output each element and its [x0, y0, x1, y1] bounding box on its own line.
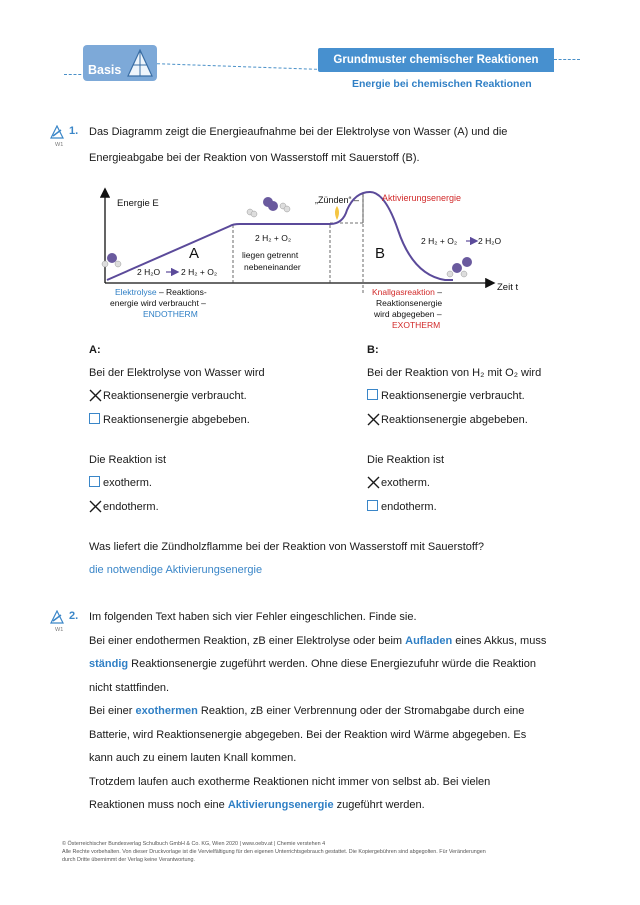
task-pencil-icon — [50, 125, 64, 139]
right-caption-line4: EXOTHERM — [392, 320, 441, 330]
task1-question: Was liefert die Zündholzflamme bei der Reaktion von Wasserstoff mit Sauerstoff? — [89, 541, 484, 553]
col-b-option-3[interactable] — [367, 476, 430, 490]
x-mark-icon — [367, 413, 380, 426]
task2-line6: kann auch zu einem lauten Knall kommen. — [89, 752, 297, 764]
col-b-option-2[interactable] — [367, 413, 528, 427]
equation-b-right: 2 H₂O — [478, 236, 502, 246]
middle-text-line1: liegen getrennt — [242, 250, 299, 260]
x-axis-label: Zeit t — [497, 282, 519, 293]
footer-line3: durch Dritte übernimmt der Verlag keine Verantwortung. — [62, 857, 196, 863]
task1-answer: die notwendige Aktivierungsenergie — [89, 564, 263, 576]
left-caption-line1: Elektrolyse – Reaktions- — [115, 287, 207, 297]
header-dashed-line-mid — [157, 63, 317, 70]
checkbox-empty[interactable] — [367, 389, 378, 400]
checkbox-empty[interactable] — [367, 500, 378, 511]
col-a-option-1[interactable] — [89, 389, 247, 403]
task2-w-label: W1 — [55, 627, 64, 633]
task1-number: 1. — [69, 125, 79, 137]
diagram-label-b: B — [375, 245, 386, 262]
equation-b-left: 2 H₂ + O₂ — [421, 236, 458, 246]
match-flame-icon — [335, 206, 339, 220]
task2-line2: ständig Reaktionsenergie zugeführt werden. Ohne diese Energiezufuhr würde die Reaktion — [89, 658, 536, 670]
error-word-aufladen: Aufladen — [405, 635, 453, 647]
task2-instruction: Im folgenden Text haben sich vier Fehler eingeschlichen. Finde sie. — [89, 611, 417, 623]
col-b-option-4[interactable] — [367, 500, 437, 514]
col-b-option-1-label: Reaktionsenergie verbraucht. — [381, 390, 525, 402]
energy-diagram — [85, 180, 535, 330]
left-caption-line2: energie wird verbraucht – — [110, 298, 206, 308]
task1-intro-line1: Das Diagramm zeigt die Energieaufnahme bei der Elektrolyse von Wasser (A) und die — [89, 126, 508, 138]
checkbox-empty[interactable] — [89, 476, 100, 487]
header-dashed-line-right — [554, 59, 580, 60]
col-a-heading: A: — [89, 344, 101, 356]
col-b-option-3-label: exotherm. — [381, 477, 430, 489]
middle-text-line2: nebeneinander — [244, 262, 301, 272]
x-mark-icon — [367, 476, 380, 489]
col-b-question: Bei der Reaktion von H₂ mit O₂ wird — [367, 367, 542, 379]
col-b-reaction-label: Die Reaktion ist — [367, 454, 445, 466]
right-caption-line1: Knallgasreaktion – — [372, 287, 442, 297]
col-a-option-2-label: Reaktionsenergie abgebeben. — [103, 414, 250, 426]
h2-o2-molecules-icon — [247, 197, 290, 217]
col-a-question: Bei der Elektrolyse von Wasser wird — [89, 367, 265, 379]
page-title: Grundmuster chemischer Reaktionen — [333, 54, 539, 66]
task2-number: 2. — [69, 610, 79, 622]
col-a-option-2[interactable] — [89, 413, 250, 427]
col-b-option-1[interactable] — [367, 389, 525, 403]
col-a-option-3[interactable] — [89, 476, 152, 490]
water-molecule-right-icon — [447, 257, 472, 277]
basis-triangle-icon — [126, 48, 154, 78]
col-a-option-1-label: Reaktionsenergie verbraucht. — [103, 390, 247, 402]
checkbox-empty[interactable] — [89, 413, 100, 424]
error-word-exothermen: exothermen — [135, 705, 198, 717]
diagram-label-a: A — [189, 245, 200, 262]
task2-line4: Bei einer exothermen Reaktion, zB einer Verbrennung oder der Stromabgabe durch eine — [89, 705, 525, 717]
equation-a-right: 2 H₂ + O₂ — [181, 267, 218, 277]
x-mark-icon — [89, 500, 102, 513]
x-mark-icon — [89, 389, 102, 402]
middle-formula: 2 H₂ + O₂ — [255, 233, 292, 243]
col-a-option-4[interactable] — [89, 500, 159, 514]
col-b-option-2-label: Reaktionsenergie abgebeben. — [381, 414, 528, 426]
task2-line3: nicht stattfinden. — [89, 682, 170, 694]
task2-line8: Reaktionen muss noch eine Aktivierungsenergie zugeführt werden. — [89, 799, 425, 811]
error-word-staendig: ständig — [89, 658, 129, 670]
left-caption-line3: ENDOTHERM — [143, 309, 198, 319]
task2-line5: Batterie, wird Reaktionsenergie abgegeben. Bei der Reaktion wird Wärme abgegeben. Es — [89, 729, 527, 741]
col-b-heading: B: — [367, 344, 379, 356]
right-caption-line2: Reaktionsenergie — [376, 298, 443, 308]
col-b-option-4-label: endotherm. — [381, 501, 437, 513]
col-a-option-3-label: exotherm. — [103, 477, 152, 489]
task1-intro-line2: Energieabgabe bei der Reaktion von Wasserstoff mit Sauerstoff (B). — [89, 152, 420, 164]
footer-line2: Alle Rechte vorbehalten. Von dieser Druckvorlage ist die Vervielfältigung für den eigenen Unterrichtsgebrauch gestattet. Die Kopiergebühren sind abgegolten. Für Veränderungen — [62, 849, 486, 855]
right-caption-line3: wird abgegeben – — [374, 309, 442, 319]
task-pencil-icon — [50, 610, 64, 624]
col-a-reaction-label: Die Reaktion ist — [89, 454, 167, 466]
error-word-aktivierungsenergie: Aktivierungsenergie — [227, 799, 334, 811]
footer-line1: © Österreichischer Bundesverlag Schulbuch GmbH & Co. KG, Wien 2020 | www.oebv.at | Chemie verstehen 4 — [62, 841, 326, 847]
equation-a-left: 2 H₂O — [137, 267, 161, 277]
task1-w-label: W1 — [55, 142, 64, 148]
task2-line7: Trotzdem laufen auch exotherme Reaktionen nicht immer von selbst ab. Bei vielen — [89, 776, 491, 788]
task2-line1: Bei einer endothermen Reaktion, zB einer Elektrolyse oder beim Aufladen eines Akkus, muss — [89, 635, 547, 647]
page-subtitle: Energie bei chemischen Reaktionen — [352, 78, 532, 90]
col-a-option-4-label: endotherm. — [103, 501, 159, 513]
zuenden-label: „Zünden“ – — [315, 195, 360, 205]
basis-label: Basis — [88, 63, 122, 77]
aktivierungsenergie-label: Aktivierungsenergie — [382, 193, 462, 203]
y-axis-label: Energie E — [117, 198, 159, 209]
